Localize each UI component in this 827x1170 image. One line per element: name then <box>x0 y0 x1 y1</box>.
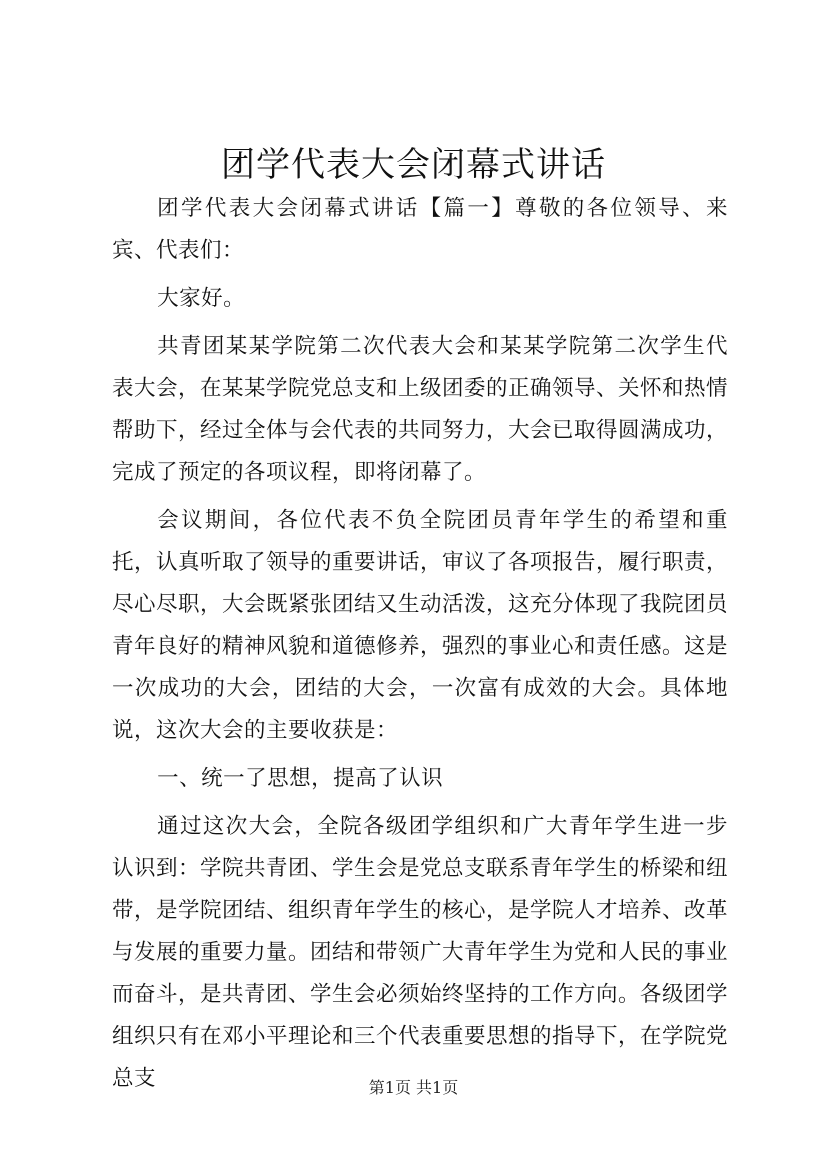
document-body <box>112 188 728 1106</box>
paragraph-meeting: 会议期间，各位代表不负全院团员青年学生的希望和重托，认真听取了领导的重要讲话，审议了各项报告，履行职责，尽心尽职，大会既紧张团结又生动活泼，这充分体现了我院团员青年良好的精神风貌和道德修养，强烈的事业心和责任感。这是一次成功的大会，团结的大会，一次富有成效的大会。具体地说，这次大会的主要收获是： <box>112 508 729 743</box>
section-heading-1: 一、统一了思想，提高了认识 <box>157 766 444 791</box>
document-title: 团学代表大会闭幕式讲话 <box>221 145 606 185</box>
paragraph-section-1: 通过这次大会，全院各级团学组织和广大青年学生进一步认识到：学院共青团、学生会是党总支联系青年学生的桥梁和纽带，是学院团结、组织青年学生的核心，是学院人才培养、改革与发展的重要力量。团结和带领广大青年学生为党和人民的事业而奋斗，是共青团、学生会必须始终坚持的工作方向。各级团学组织只有在邓小平理论和三个代表重要思想的指导下，在学院党总支 <box>112 814 729 1091</box>
paragraph-hello: 大家好。 <box>157 286 246 311</box>
page-footer: 第1页 共1页 <box>368 1078 459 1097</box>
paragraph-greeting: 团学代表大会闭幕式讲话【篇一】尊敬的各位领导、来宾、代表们： <box>112 196 728 263</box>
paragraph-intro: 共青团某某学院第二次代表大会和某某学院第二次学生代表大会，在某某学院党总支和上级团委的正确领导、关怀和热情帮助下，经过全体与会代表的共同努力，大会已取得圆满成功，完成了预定的各项议程，即将闭幕了。 <box>112 334 729 485</box>
